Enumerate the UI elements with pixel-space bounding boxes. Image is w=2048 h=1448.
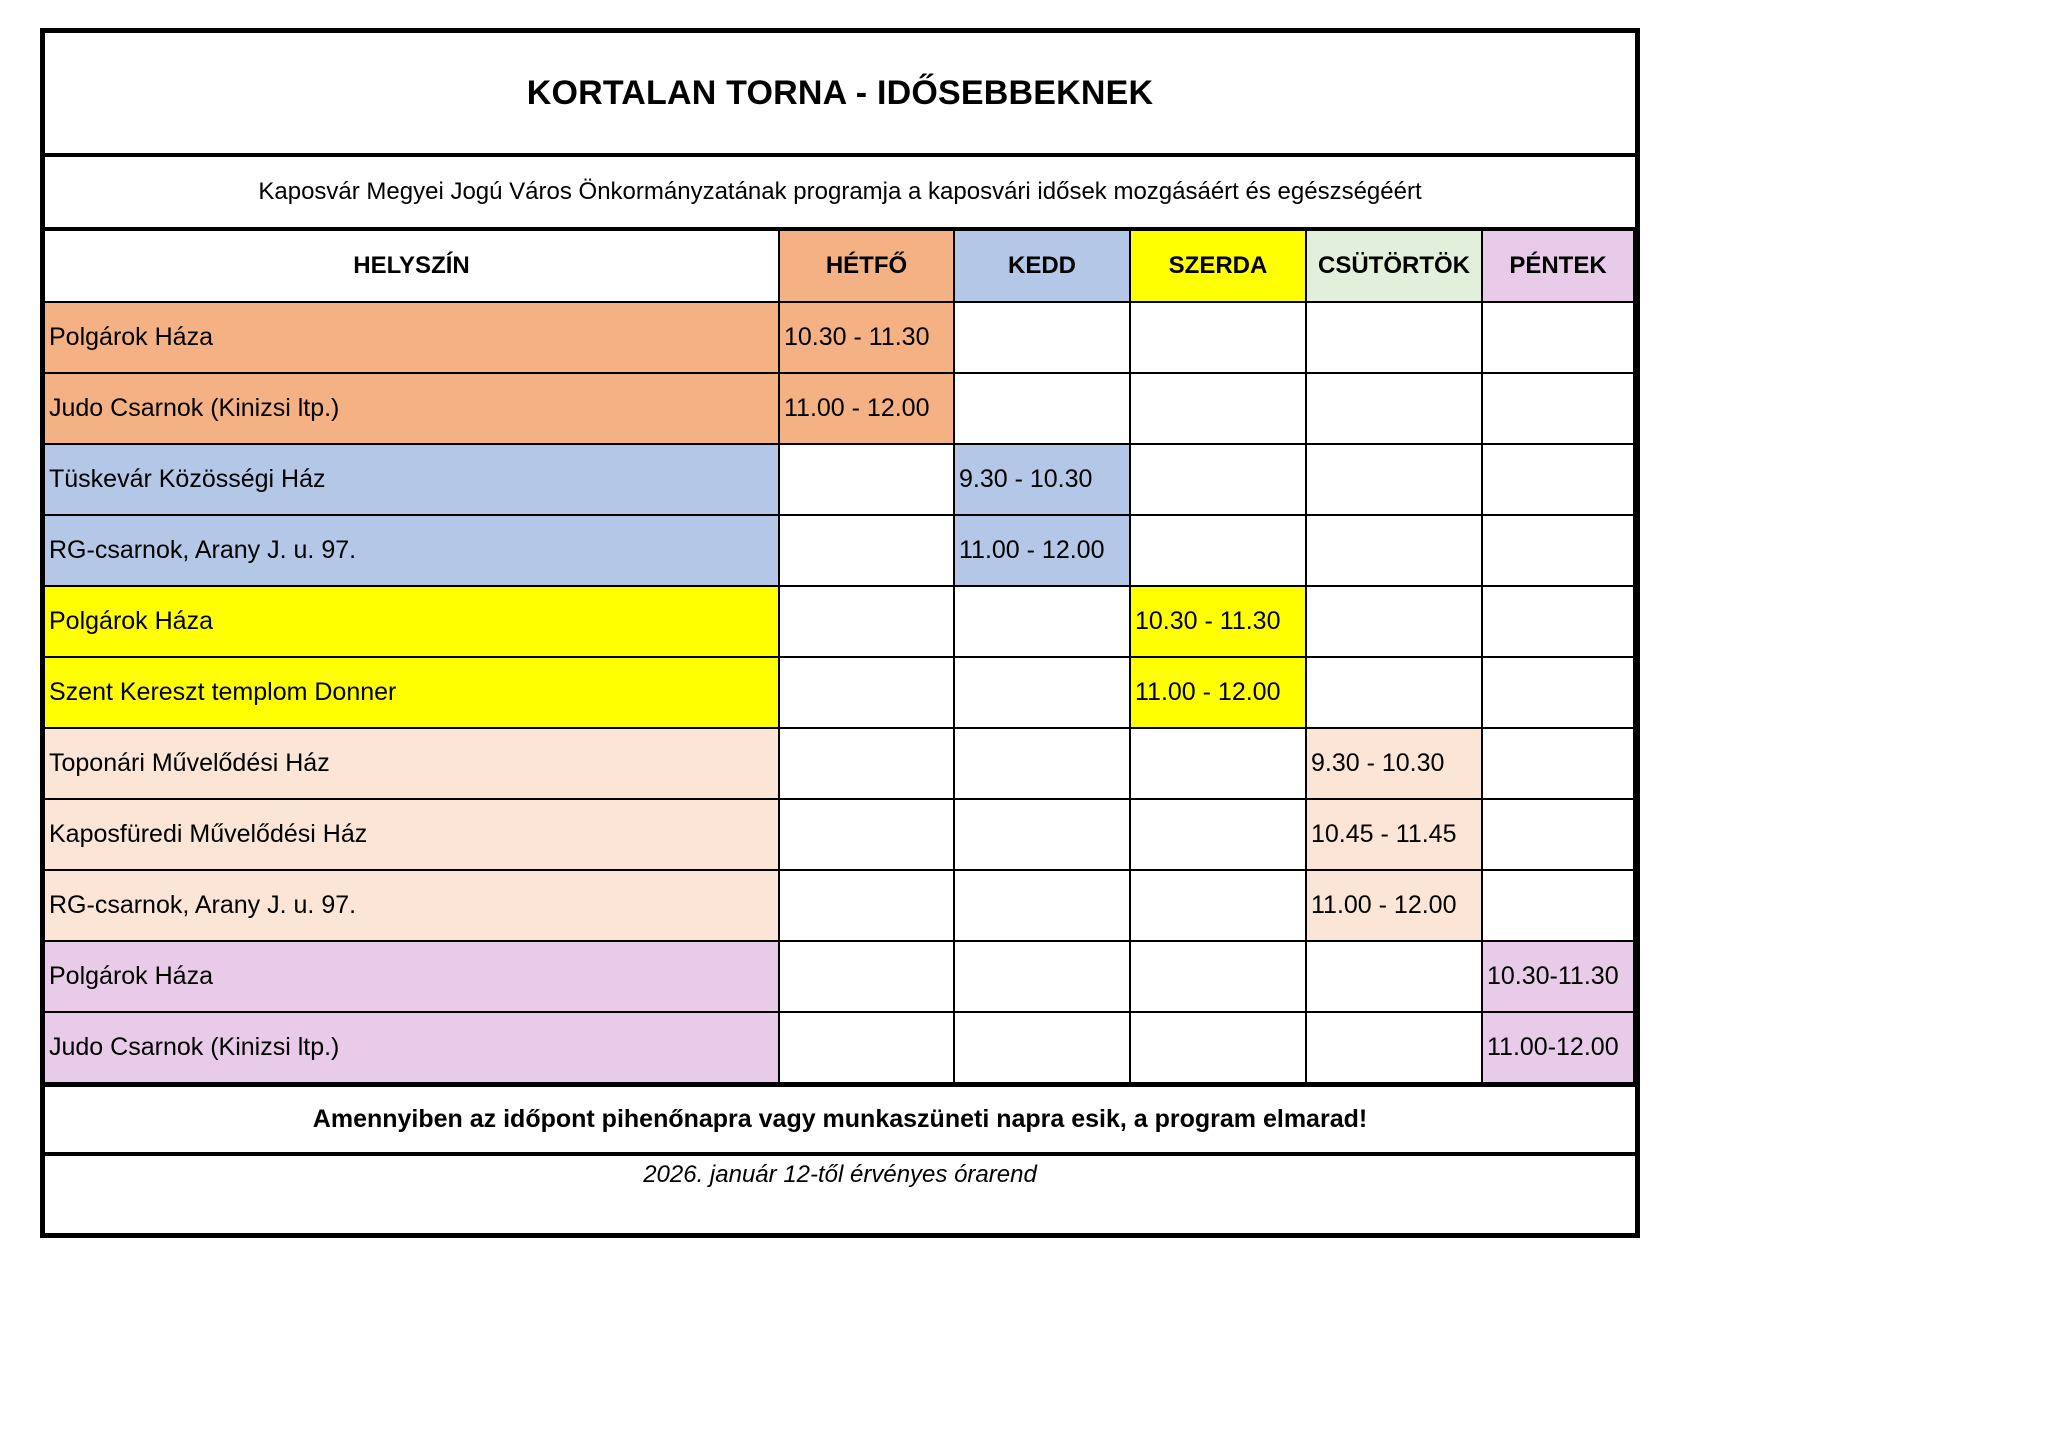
time-cell	[779, 1012, 954, 1083]
time-cell	[954, 302, 1130, 373]
header-location: HELYSZÍN	[45, 231, 779, 302]
time-cell	[1130, 799, 1306, 870]
header-tuesday: KEDD	[954, 231, 1130, 302]
time-cell	[1482, 444, 1635, 515]
page-title: KORTALAN TORNA - IDŐSEBBEKNEK	[45, 33, 1635, 157]
table-row	[45, 302, 1635, 373]
location-cell: Judo Csarnok (Kinizsi ltp.)	[45, 373, 779, 444]
time-cell	[954, 373, 1130, 444]
header-thursday: CSÜTÖRTÖK	[1306, 231, 1482, 302]
time-cell	[1306, 657, 1482, 728]
table-row	[45, 799, 1635, 870]
table-row	[45, 728, 1635, 799]
time-cell	[1130, 302, 1306, 373]
location-cell: Polgárok Háza	[45, 586, 779, 657]
time-cell	[1482, 728, 1635, 799]
validity-footer: 2026. január 12-től érvényes órarend	[643, 1161, 1037, 1188]
time-cell	[1306, 373, 1482, 444]
time-cell	[1482, 870, 1635, 941]
time-cell	[954, 586, 1130, 657]
location-cell: Polgárok Háza	[45, 302, 779, 373]
header-friday: PÉNTEK	[1482, 231, 1635, 302]
time-cell: 11.00 - 12.00	[1130, 657, 1306, 728]
time-cell	[1306, 941, 1482, 1012]
time-cell	[779, 941, 954, 1012]
table-row	[45, 373, 1635, 444]
location-cell: Kaposfüredi Művelődési Ház	[45, 799, 779, 870]
time-cell	[1482, 657, 1635, 728]
cancellation-notice: Amennyiben az időpont pihenőnapra vagy munkaszüneti napra esik, a program elmarad!	[45, 1084, 1635, 1156]
time-cell	[1482, 799, 1635, 870]
time-cell	[779, 870, 954, 941]
time-cell	[954, 870, 1130, 941]
time-cell	[779, 799, 954, 870]
time-cell: 11.00 - 12.00	[954, 515, 1130, 586]
time-cell	[1482, 515, 1635, 586]
time-cell	[1306, 302, 1482, 373]
time-cell	[1130, 941, 1306, 1012]
time-cell	[954, 728, 1130, 799]
time-cell	[954, 657, 1130, 728]
time-cell: 10.45 - 11.45	[1306, 799, 1482, 870]
header-monday: HÉTFŐ	[779, 231, 954, 302]
time-cell	[779, 586, 954, 657]
time-cell	[1306, 515, 1482, 586]
time-cell: 11.00 - 12.00	[1306, 870, 1482, 941]
table-row	[45, 941, 1635, 1012]
schedule-table	[45, 231, 1637, 1084]
time-cell	[954, 941, 1130, 1012]
location-cell: Tüskevár Közösségi Ház	[45, 444, 779, 515]
location-cell: Toponári Művelődési Ház	[45, 728, 779, 799]
time-cell	[954, 799, 1130, 870]
time-cell	[779, 728, 954, 799]
time-cell: 9.30 - 10.30	[954, 444, 1130, 515]
page-subtitle: Kaposvár Megyei Jogú Város Önkormányzatának programja a kaposvári idősek mozgásáért és egészségéért	[45, 157, 1635, 231]
time-cell: 10.30 - 11.30	[1130, 586, 1306, 657]
time-cell	[1130, 870, 1306, 941]
time-cell	[1130, 1012, 1306, 1083]
location-cell: Polgárok Háza	[45, 941, 779, 1012]
time-cell	[1482, 373, 1635, 444]
location-cell: RG-csarnok, Arany J. u. 97.	[45, 870, 779, 941]
time-cell	[954, 1012, 1130, 1083]
location-cell: Judo Csarnok (Kinizsi ltp.)	[45, 1012, 779, 1083]
time-cell	[1130, 373, 1306, 444]
time-cell	[1130, 728, 1306, 799]
time-cell: 11.00 - 12.00	[779, 373, 954, 444]
table-row	[45, 870, 1635, 941]
time-cell	[1482, 586, 1635, 657]
table-row	[45, 444, 1635, 515]
time-cell: 10.30-11.30	[1482, 941, 1635, 1012]
time-cell	[779, 444, 954, 515]
time-cell	[1130, 515, 1306, 586]
schedule-sheet	[40, 28, 1640, 1238]
location-cell: Szent Kereszt templom Donner	[45, 657, 779, 728]
location-cell: RG-csarnok, Arany J. u. 97.	[45, 515, 779, 586]
time-cell: 9.30 - 10.30	[1306, 728, 1482, 799]
time-cell	[1306, 586, 1482, 657]
time-cell	[1482, 302, 1635, 373]
header-wednesday: SZERDA	[1130, 231, 1306, 302]
time-cell	[779, 515, 954, 586]
time-cell: 11.00-12.00	[1482, 1012, 1635, 1083]
table-row	[45, 586, 1635, 657]
time-cell	[1130, 444, 1306, 515]
table-row	[45, 657, 1635, 728]
time-cell	[1306, 1012, 1482, 1083]
table-row	[45, 515, 1635, 586]
schedule-body	[45, 302, 1635, 1083]
time-cell: 10.30 - 11.30	[779, 302, 954, 373]
table-header-row	[45, 231, 1635, 302]
table-row	[45, 1012, 1635, 1083]
time-cell	[779, 657, 954, 728]
time-cell	[1306, 444, 1482, 515]
